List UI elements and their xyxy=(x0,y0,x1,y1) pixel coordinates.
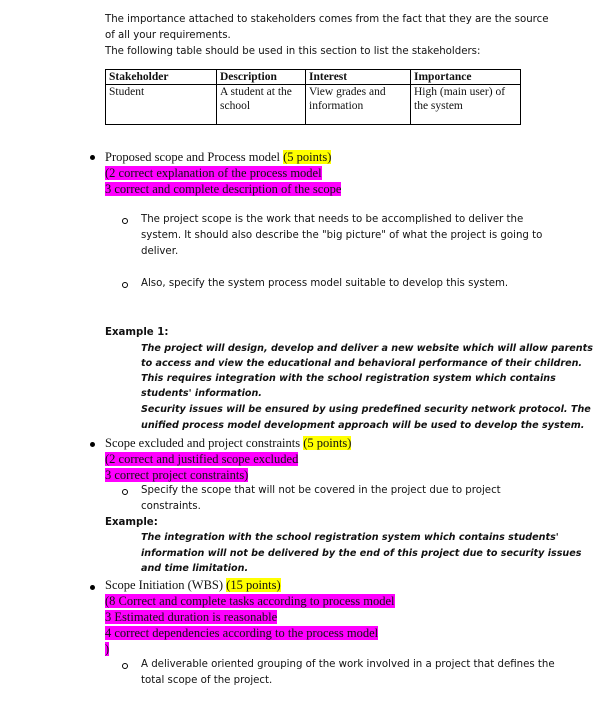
example-label: Example: xyxy=(105,517,158,528)
table-header-cell: Interest xyxy=(306,70,411,85)
section-title: Scope Initiation (WBS) xyxy=(105,578,224,592)
example-line: information will not be delivered by the end of this project due to security issues xyxy=(141,548,582,559)
bullet-icon xyxy=(90,442,95,447)
points-badge: (5 points) xyxy=(283,150,332,164)
table-header-row xyxy=(106,70,521,85)
section-heading-wbs xyxy=(105,578,281,593)
circle-bullet-icon xyxy=(122,218,128,224)
points-badge: (5 points) xyxy=(303,436,352,450)
table-row xyxy=(106,85,521,125)
criteria-item: (2 correct and justified scope excluded xyxy=(105,452,299,466)
intro-line-3: The following table should be used in this section to list the stakeholders: xyxy=(105,46,481,57)
table-cell: High (main user) of the system xyxy=(411,85,521,125)
section-title: Proposed scope and Process model xyxy=(105,150,280,164)
criteria-item: 4 correct dependencies according to the process model xyxy=(105,626,379,640)
criteria-item: 3 Estimated duration is reasonable xyxy=(105,610,278,624)
excluded-desc-line-1: Specify the scope that will not be covered in the project due to project xyxy=(141,485,501,496)
table-header-cell: Stakeholder xyxy=(106,70,217,85)
scope-desc-line-1: The project scope is the work that needs to be accomplished to deliver the xyxy=(141,214,524,225)
circle-bullet-icon xyxy=(122,489,128,495)
example-line: The integration with the school registration system which contains students' xyxy=(141,532,559,543)
table-cell: A student at the school xyxy=(217,85,306,125)
intro-line-1: The importance attached to stakeholders comes from the fact that they are the source xyxy=(105,14,549,25)
excluded-desc-line-2: constraints. xyxy=(141,501,201,512)
example-line: unified process model development approach will be used to develop the system. xyxy=(141,420,585,431)
example-line: to access and view the educational and behavioral performance of their children. xyxy=(141,358,583,369)
criteria-item: (8 Correct and complete tasks according to process model xyxy=(105,594,395,608)
intro-line-2: of all your requirements. xyxy=(105,30,231,41)
stakeholder-table xyxy=(105,69,521,125)
example-line: Security issues will be ensured by using predefined security network protocol. The xyxy=(141,404,591,415)
table-cell: View grades and information xyxy=(306,85,411,125)
circle-bullet-icon xyxy=(122,663,128,669)
example-line: The project will design, develop and deliver a new website which will allow parents xyxy=(141,343,593,354)
wbs-desc-line-1: A deliverable oriented grouping of the work involved in a project that defines the xyxy=(141,659,555,670)
section-heading-scope-excluded xyxy=(105,436,351,451)
criteria-item: (2 correct explanation of the process model xyxy=(105,166,322,180)
table-cell: Student xyxy=(106,85,217,125)
section-title: Scope excluded and project constraints xyxy=(105,436,301,450)
criteria-item: 3 correct and complete description of the scope xyxy=(105,182,342,196)
scope-desc-line-3: deliver. xyxy=(141,246,179,257)
bullet-icon xyxy=(90,585,95,590)
scope-desc-line-2: system. It should also describe the "big picture" of what the project is going to xyxy=(141,230,543,241)
circle-bullet-icon xyxy=(122,282,128,288)
criteria-item: 3 correct project constraints) xyxy=(105,468,249,482)
table-header-cell: Description xyxy=(217,70,306,85)
points-badge: (15 points) xyxy=(226,578,281,592)
wbs-desc-line-2: total scope of the project. xyxy=(141,675,273,686)
example-line: students' information. xyxy=(141,388,262,399)
example-line: This requires integration with the school registration system which contains xyxy=(141,373,556,384)
section-heading-scope-process xyxy=(105,150,331,165)
process-model-desc: Also, specify the system process model suitable to develop this system. xyxy=(141,278,509,289)
criteria-item: ) xyxy=(105,642,110,656)
example-label: Example 1: xyxy=(105,327,169,338)
table-header-cell: Importance xyxy=(411,70,521,85)
example-line: and time limitation. xyxy=(141,563,249,574)
bullet-icon xyxy=(90,155,95,160)
